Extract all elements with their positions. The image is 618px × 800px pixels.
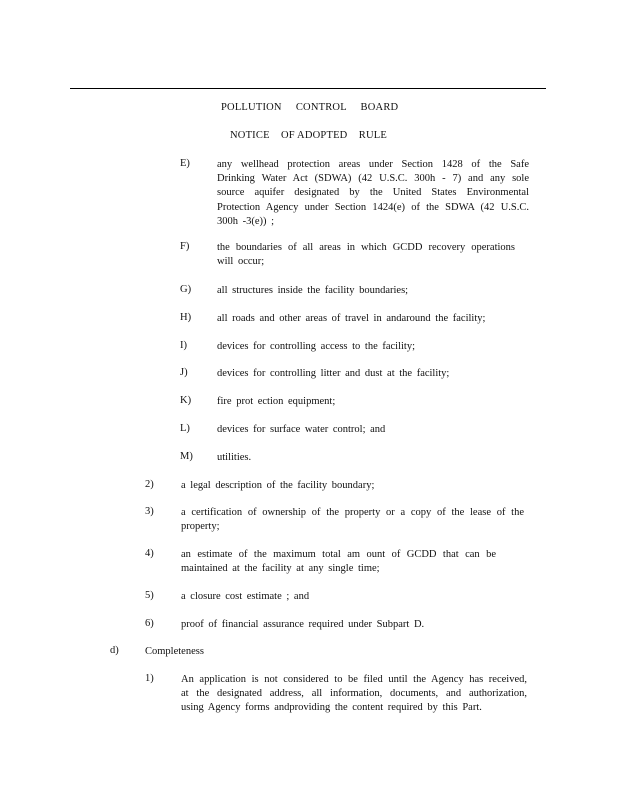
list-label: L) <box>180 423 190 434</box>
list-text: a legal description of the facility boundary; <box>181 480 375 491</box>
list-label: M) <box>180 451 193 462</box>
section-heading: Completeness <box>145 646 204 657</box>
list-text: devices for controlling access to the facility; <box>217 341 416 352</box>
header-rule <box>70 88 546 89</box>
list-text: An application is not considered to be filed until the Agency has received, at the designated address, all information, documents, and authorization, using Agency forms andproviding the content required by this Part. <box>181 674 527 714</box>
agency-title: POLLUTION CONTROL BOARD <box>221 102 399 113</box>
list-label: I) <box>180 340 187 351</box>
list-label: K) <box>180 395 192 406</box>
list-label: 5) <box>145 590 154 601</box>
list-text: proof of financial assurance required under Subpart D. <box>181 619 425 630</box>
list-label: J) <box>180 367 188 378</box>
list-text: devices for surface water control; and <box>217 424 386 435</box>
list-text: all roads and other areas of travel in andaround the facility; <box>217 313 486 324</box>
list-text: fire prot ection equipment; <box>217 396 336 407</box>
list-label: 1) <box>145 673 154 684</box>
section-label: d) <box>110 645 119 656</box>
notice-title: NOTICE OF ADOPTED RULE <box>230 130 387 141</box>
list-text: any wellhead protection areas under Section 1428 of the Safe Drinking Water Act (SDWA) (42 U.S.C. 300h - 7) and any sole source aquifer designated by the United States Environmental Protection Agency under Section 1424(e) of the SDWA (42 U.S.C. 300h -3(e)) ; <box>217 159 529 227</box>
list-label: E) <box>180 158 190 169</box>
list-label: G) <box>180 284 192 295</box>
list-label: H) <box>180 312 192 323</box>
list-label: 2) <box>145 479 154 490</box>
list-text: an estimate of the maximum total am ount of GCDD that can be maintained at the facility at any single time; <box>181 549 496 575</box>
list-label: 6) <box>145 618 154 629</box>
list-label: 4) <box>145 548 154 559</box>
list-text: a closure cost estimate ; and <box>181 591 310 602</box>
list-label: F) <box>180 241 190 252</box>
list-label: 3) <box>145 506 154 517</box>
list-text: utilities. <box>217 452 252 463</box>
list-text: the boundaries of all areas in which GCDD recovery operations will occur; <box>217 242 515 268</box>
list-text: a certification of ownership of the property or a copy of the lease of the property; <box>181 507 524 533</box>
list-text: all structures inside the facility boundaries; <box>217 285 409 296</box>
list-text: devices for controlling litter and dust at the facility; <box>217 368 450 379</box>
